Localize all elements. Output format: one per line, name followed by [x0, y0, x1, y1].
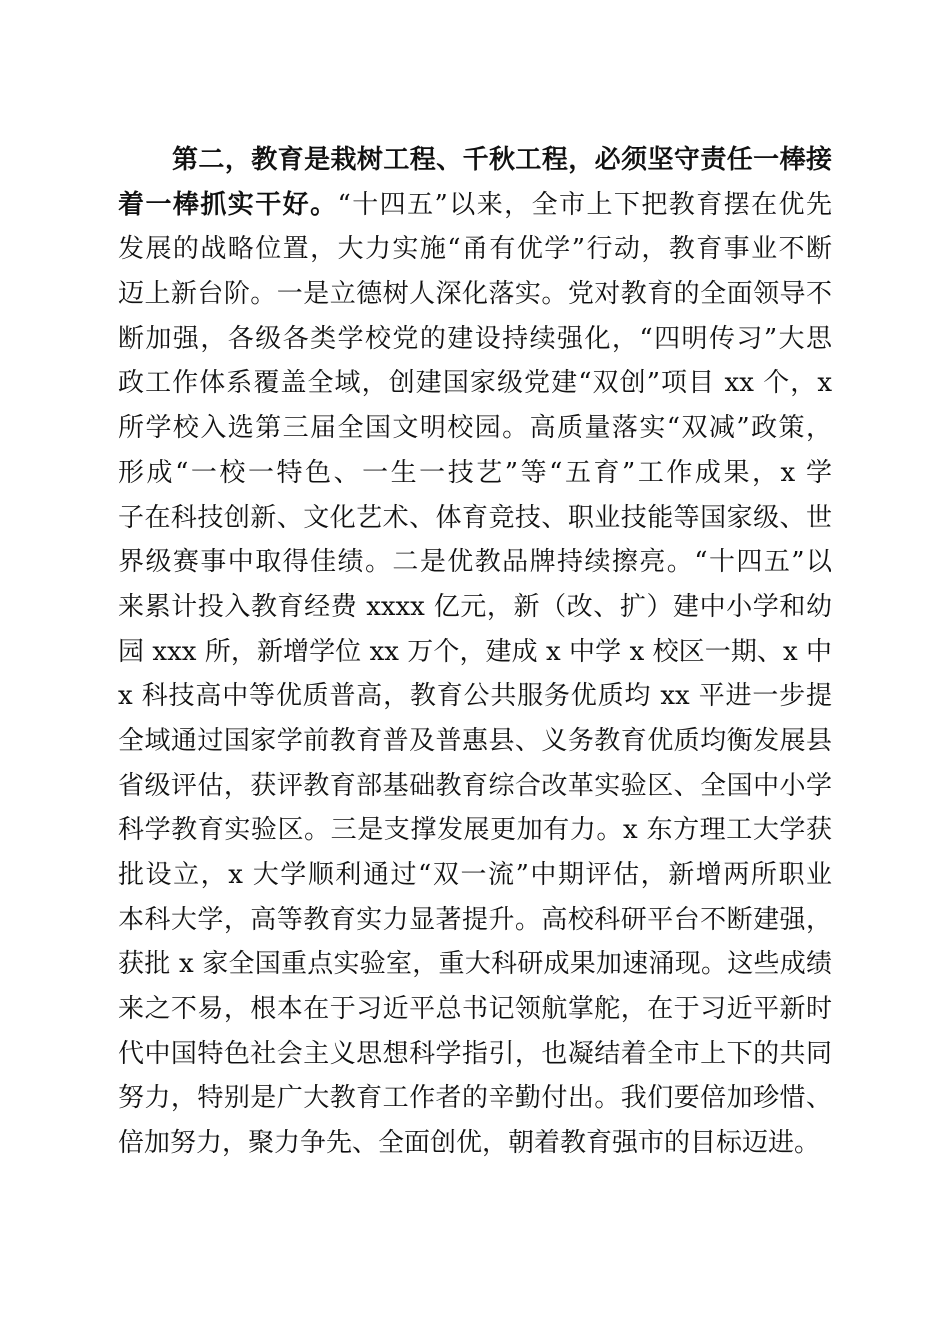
paragraph-line: 政工作体系覆盖全域，创建国家级党建“双创”项目 xx 个，x	[118, 368, 832, 399]
paragraph-line: 倍加努力，聚力争先、全面创优，朝着教育强市的目标迈进。	[118, 1128, 821, 1159]
paragraph-line: 努力，特别是广大教育工作者的辛勤付出。我们要倍加珍惜、	[118, 1083, 832, 1114]
paragraph-line	[118, 183, 832, 228]
paragraph-line: 所学校入选第三届全国文明校园。高质量落实“双减”政策，	[118, 413, 832, 444]
paragraph-line: 批设立，x 大学顺利通过“双一流”中期评估，新增两所职业	[118, 860, 832, 890]
paragraph-line: 形成“一校一特色、一生一技艺”等“五育”工作成果，x 学	[118, 457, 832, 488]
paragraph-line: 界级赛事中取得佳绩。二是优教品牌持续擦亮。“十四五”以	[118, 547, 832, 578]
paragraph-line: 子在科技创新、文化艺术、体育竞技、职业技能等国家级、世	[118, 502, 832, 533]
paragraph-line: 本科大学，高等教育实力显著提升。高校科研平台不断建强，	[118, 904, 832, 935]
paragraph-line: 获批 x 家全国重点实验室，重大科研成果加速涌现。这些成绩	[118, 949, 832, 980]
paragraph-line: 迈上新台阶。一是立德树人深化落实。党对教育的全面领导不	[118, 279, 832, 310]
paragraph-text: “十四五”以来，全市上下把教育摆在优先	[337, 189, 832, 220]
paragraph-line: 来累计投入教育经费 xxxx 亿元，新（改、扩）建中小学和幼	[118, 591, 832, 622]
body-paragraph	[118, 138, 832, 1166]
paragraph-line: x 科技高中等优质普高，教育公共服务优质均 xx 平进一步提	[118, 681, 832, 712]
paragraph-line	[118, 138, 832, 183]
paragraph-line: 来之不易，根本在于习近平总书记领航掌舵，在于习近平新时	[118, 994, 832, 1025]
paragraph-line: 发展的战略位置，大力实施“甬有优学”行动，教育事业不断	[118, 234, 832, 265]
paragraph-heading-text: 第二，教育是栽树工程、千秋工程，必须坚守责任一棒接	[172, 145, 832, 175]
paragraph-line: 代中国特色社会主义思想科学指引，也凝结着全市上下的共同	[118, 1038, 832, 1069]
paragraph-line: 全域通过国家学前教育普及普惠县、义务教育优质均衡发展县	[118, 725, 832, 756]
paragraph-line: 科学教育实验区。三是支撑发展更加有力。x 东方理工大学获	[118, 815, 832, 846]
paragraph-line: 断加强，各级各类学校党的建设持续强化，“四明传习”大思	[118, 323, 832, 354]
paragraph-line: 省级评估，获评教育部基础教育综合改革实验区、全国中小学	[118, 770, 832, 801]
paragraph-line: 园 xxx 所，新增学位 xx 万个，建成 x 中学 x 校区一期、x 中	[118, 636, 832, 667]
paragraph-heading-text: 着一棒抓实干好。	[118, 189, 338, 220]
